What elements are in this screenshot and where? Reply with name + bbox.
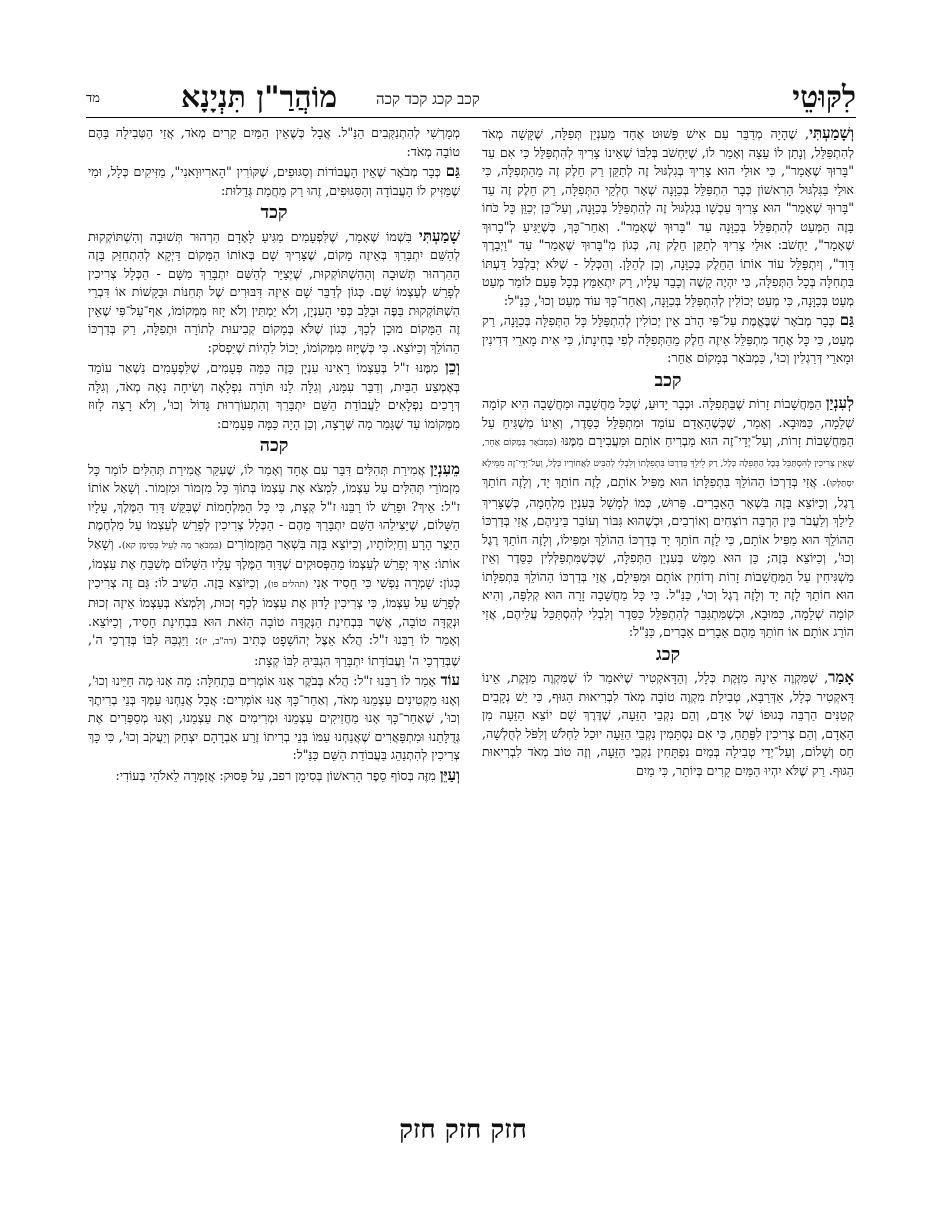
paragraph-lead-word: עוֹד [440,671,460,689]
parenthetical-note: (תהלים פו) [267,579,309,590]
paragraph-text: : וַיִּגְבַּהּ לִבּוֹ בְּדַרְכֵי ה', שֶׁבְּדַרְכֵי ה' וַעֲבוֹדָתוֹ יִתְבָּרַךְ הִגְבִּיהַּ לִבּוֹ קְצָת: [88,632,460,668]
paragraph-text: הַמַּחֲשָׁבוֹת זָרוֹת שֶׁבַּתְּפִלָּה. וּכְבָר יָדוּעַ, שֶׁכָּל מַחֲשָׁבָה וּמַחֲשָׁבָה הִיא קוֹמָה שְׁלֵמָה, כַּמּוּבָא. וְאָמַר, שֶׁכְּשֶׁהָאָדָם עוֹמֵד וּמִתְפַּלֵּל כַּסֵּדֶר, וְאֵינוֹ מַשְׁגִּיחַ עַל הַמַּחֲשָׁבוֹת זָרוֹת, וְעַל־יְדֵי־זֶה הוּא מַבְרִיחַ אוֹתָם וּמַעֲבִירָם מִמֶּנּוּ [482,396,854,448]
paragraph-text: , שֶׁמִּקְוֶה אֵינָהּ מַזֶּקֶת כְּלָל, וְהַדָּאקְטִיר שֶׁיֹּאמַר לוֹ שֶׁמִּקְוֶה מַזֶּקֶת, אֵינוֹ דָּאקְטִיר כְּלָל, אַדְּרַבָּא, טְבִילַת מִקְוֶה טוֹבָה מְאֹד לִבְרִיאוּת הַגּוּף, כִּי יֵשׁ נְקָבִים קְטַנִּים הַרְבֵּה בְּגוּפוֹ שֶׁל אָדָם, וְהֵם נִקְבֵי הַזֵּעָה, שֶׁדֶּרֶךְ שָׁם יוֹצֵא הַזֵּעָה מִן הָאָדָם, וְהֵם צְרִיכִין לִפָּתֵחַ, כִּי אִם נִסְתָּמִין נִקְבֵי הַזֵּעָה יוּכַל לַחְלֹשׁ וְלִפֹּל לְחֻלְשָׁה, חַס וְשָׁלוֹם, וְעַל־יְדֵי טְבִילָה בְּמַיִם נִפְתָּחִין נִקְבֵי הַזֵּעָה, וְזֶה טוֹב מְאֹד לִבְרִיאוּת הַגּוּף. רַק שֶׁלֹּא יִהְיוּ הַמַּיִם קָרִים בְּיוֹתֵר, כִּי מַיִם [482,670,854,778]
parenthetical-note: (כִּמְבֹאָר מַה לְּעֵיל בְּסִימָן קא) [122,540,223,551]
paragraph-lead-word: גַּם [839,311,854,329]
section-heading-125: קכה [259,435,289,456]
paragraph-text: . וְשָׁאַל אוֹתוֹ: אֵיךְ יְפָרֵשׁ לְעַצְמוֹ מֵהַפְּסוּקִים שֶׁדָּוִד הַמֶּלֶךְ עָלָיו הַשָּׁלוֹם מְשַׁבֵּחַ אֶת עַצְמוֹ, כְּגוֹן: שָׁמְרָה נַפְשִׁי כִּי חָסִיד אָנִי [88,535,460,590]
paragraph-lead-word: שָׁמַעְתִּי [418,226,460,245]
header-rule [86,117,856,118]
paragraph-text: כְּבָר מְבֹאָר שֶׁאֵין הָעֲבוֹדוֹת וְסִגּוּפִים, שֶׁקּוֹרִין "הָארִיוּוָאנִי", מַזִּיקִים כְּלָל, וּמִי שֶׁמַּזִּיק לוֹ הָעֲבוֹדָה וְהַסִּגּוּפִים, זֶהוּ רַק מֵחֲמַת גְּדֵלוּת: [88,164,460,198]
paragraph-lead-word: אָמַר [828,668,854,686]
paragraph-text: , וְכַיּוֹצֵא בָּזֶה. הֵשִׁיב לוֹ: גַּם זֶה צְרִיכִין לְפָרֵשׁ עַל עַצְמוֹ, כִּי צְרִיכִין לָדוּן אֶת עַצְמוֹ לְכַף זְכוּת, וְלִמְצֹא בְּעַצְמוֹ אֵיזֶה זְכוּת וּנְקֻדָּה טוֹבָה, אֲשֶׁר בִּבְחִינַת הַנְּקֻדָּה טוֹבָה הַזֹּאת הוּא בִּבְחִינַת חָסִיד, וְכַיּוֹצֵא. וְאָמַר לוֹ רַבֵּנוּ ז"ל: הֲלֹא אֵצֶל יְהוֹשָׁפָט כְּתִיב [88,574,460,647]
section-range: קכב קכג קכד קכה [376,90,480,108]
paragraph-lead-word: גַּם [445,162,460,180]
section-heading-124: קכד [260,202,288,223]
paragraph [88,227,460,358]
paragraph-lead-word: וְכֵן [445,358,460,376]
parenthetical-note: (כִּמְבֹאָר בְּמָקוֹם אַחֵר, שֶׁאֵין צְרִיכִין לְהִסְתַּכֵּל בְּכָל הַתְּפִלָּה כְּלָל, רַק לֵילֵךְ בְּדַרְכּוֹ בִּתְפִלָּתוֹ וְלִבְלִי לְהַבִּיט לַאֲחוֹרָיו כְּלָל, וְעַל־יְדֵי־זֶה מִמֵּילָא יִסְתַּלְּקוּ) [482,438,854,489]
paragraph-lead-word: וְשָׁמַעְתִּי [809,124,854,142]
left-column [88,124,460,786]
paragraph [88,766,460,786]
page-number: מד [86,91,100,106]
paragraph [482,124,854,310]
paragraph [482,394,854,642]
paragraph-text: מְמָרְשִׁי לְהִתְנַקְּבִים הַנַּ"ל. אֲבָל כְּשֶׁאֵין הַמַּיִם קָרִים מְאֹד, אֲזַי הַטְּבִילָה בָּהֶם טוֹבָה מְאֹד: [88,125,460,159]
paragraph [88,460,460,671]
book-title-moharan-tinyana: מוֹהֲרַ"ן תִּנְיָנָא [181,80,338,115]
paragraph-lead-word: וְעַיֵּן [439,765,460,784]
paragraph-lead-word: מֵעִנְיַן [429,459,460,478]
paragraph-text: . אֲזַי בְּדַרְכּוֹ הַהוֹלֵךְ בִּתְפִלָּתוֹ הוּא מַפִּיל אוֹתָם, לָזֶה חוֹתֵךְ יָד, וְלָזֶה חוֹתֵךְ רֶגֶל, וְכַיּוֹצֵא בָּזֶה בִּשְׁאָר הָאֵבָרִים. פֵּרוּשׁ, כְּמוֹ לְמָשָׁל בְּעִנְיַן מִלְחָמָה, כְּשֶׁצָּרִיךְ לֵילֵךְ וְלַעֲבֹר בֵּין הַרְבֵּה רוֹצְחִים וְאוֹרְבִים, וּכְשֶׁהוּא גִּבּוֹר וְעוֹבֵר בֵּינֵיהֶם, אֲזַי בְּדַרְכּוֹ הַהוֹלֵךְ הוּא מַפִּיל אוֹתָם, כִּי לָזֶה חוֹתֵךְ יָד בְּדַרְכּוֹ הַהוֹלֵךְ וּמַפִּילוֹ, וְלָזֶה חוֹתֵךְ רֶגֶל וְכוּ', וְכַיּוֹצֵא בָּזֶה; כֵּן הוּא מַמָּשׁ בְּעִנְיַן הַתְּפִלָּה, שֶׁכְּשֶׁמִּתְפַּלְּלִין כַּסֵּדֶר וְאֵין מַשְׁגִּיחִין עַל הַמַּחֲשָׁבוֹת זָרוֹת וְדוֹחִין אוֹתָם וּמַפִּילָם, אֲזַי בְּדַרְכּוֹ הַהוֹלֵךְ בִּתְפִלָּתוֹ הוּא חוֹתֵךְ לָזֶה יָד וְלָזֶה רֶגֶל וְכוּ', כַּנַּ"ל. כִּי כָּל מַחֲשָׁבָה זָרָה הוּא קְלִפָּה, וְהִיא קוֹמָה שְׁלֵמָה, כַּמּוּבָא, וּכְשֶׁמִּתְגַּבֵּר לְהִתְפַּלֵּל כַּסֵּדֶר וְלִבְלִי לְהִסְתַּכֵּל עֲלֵיהֶם, אֲזַי הוֹרֵג אוֹתָם אוֹ חוֹתֵךְ מֵהֶם אֵבָרִים אֵבָרִים, כַּנַּ"ל: [482,474,854,639]
paragraph-text: כְּבָר מְבֹאָר שֶׁבֶּאֱמֶת עַל־פִּי הָרֹב אֵין יְכוֹלִין לְהִתְפַּלֵּל כָּל הַתְּפִלָּה בְּכַוָּנָה, רַק מְעַט, כִּי כָּל אֶחָד מִתְפַּלֵּל אֵיזֶה חֵלֶק מֵהַתְּפִלָּה לְפִי בְּחִינָתוֹ, כִּי אִית מָארֵי דְּדִינִין וּמָארֵי דְּרַגְלִין וְכוּ', כַּמְבֹאָר בְּמָקוֹם אַחֵר: [482,313,854,365]
paragraph [482,311,854,368]
paragraph-text: מִמֶּנּוּ ז"ל בְּעַצְמוֹ רָאִינוּ עִנְיָן כָּזֶה כַּמָּה פְּעָמִים, שֶׁלִּפְעָמִים נִשְׁאַר עוֹמֵד בְּאֶמְצַע הַבַּיִת, וְדִבֵּר עִמָּנוּ, וְגִלָּה לָנוּ תּוֹרָה נִפְלָאָה וְשִׂיחָה נָאָה מְאֹד, וְגִלָּה דְּרָכִים נִפְלָאִים לַעֲבוֹדַת הַשֵּׁם יִתְבָּרַךְ וְהִתְעוֹרְרוּת גָּדוֹל וְכוּ', וְלֹא רָצָה לָזוּז מִמְּקוֹמוֹ עַד שֶׁגָּמַר מַה שֶּׁרָצָה, וְכֵן הָיָה כַּמָּה פְּעָמִים: [88,360,460,431]
section-heading-122: קכב [654,369,682,391]
paragraph-text: מִזֶּה בְּסוֹף סֵפֶר הָרִאשׁוֹן בְּסִימָן רפב, עַל פָּסוּק: אֲזַמְּרָה לֵאלֹהַי בְּעוֹדִי: [115,767,440,783]
paragraph [88,162,460,200]
parenthetical-note: (דה"ב, יז) [198,637,237,647]
paragraph [88,124,460,161]
page-header [86,80,856,118]
section-heading-123: קכג [655,643,681,665]
paragraph [482,668,854,780]
paragraph [88,671,460,765]
paragraph [88,358,460,433]
paragraph-lead-word: לְעִנְיַן [825,394,854,412]
paragraph-text: בִּשְׁמוֹ שֶׁאָמַר, שֶׁלִּפְעָמִים מַגִּיעַ לָאָדָם הִרְהוּר תְּשׁוּבָה וְהִשְׁתּוֹקְקוּת לְהַשֵּׁם יִתְבָּרַךְ בְּאֵיזֶה מָקוֹם, שֶׁצָּרִיךְ שָׁם בְּאוֹתוֹ הַמָּקוֹם דַּיְקָא לְהִתְחַזֵּק בָּזֶה הַהִרְהוּר תְּשׁוּבָה וְהַהִשְׁתּוֹקְקוּת, שֶׁיְּצַיֵּר לְהַשֵּׁם יִתְבָּרַךְ מִשָּׁם - הַכְּלָל צְרִיכִין לְפָרֵשׁ לְעַצְמוֹ שָׁם. כְּגוֹן לְדַבֵּר שָׁם אֵיזֶה דִּבּוּרִים שֶׁל תְּחִנּוֹת וּבַקָּשׁוֹת אוֹ דִּבְרֵי הִשְׁתּוֹקְקוּת בַּפֶּה וּבַלֵּב כְּפִי הָעִנְיָן, וְלֹא יַמְתִּין וְלֹא יָזוּז מִמְּקוֹמוֹ, אַף־עַל־פִּי שֶׁאֵין זֶה הַמָּקוֹם מוּכָן לְכָךְ, כְּגוֹן שֶׁלֹּא בְּמָקוֹם קְבִיעוּת לְתוֹרָה וּתְפִלָּה, רַק בְּדַרְכּוֹ הַהוֹלֵךְ וְכַיּוֹצֵא. כִּי כְּשֶׁיָּזוּז מִמְּקוֹמוֹ, יָכוֹל לִהְיוֹת שֶׁיִּפְסֹק: [88,228,460,355]
book-title-likutei: לִקּוּטֵי [792,80,856,115]
paragraph-text: אָמַר לוֹ רַבֵּנוּ ז"ל: הֲלֹא בְּבֹקֶר אָנוּ אוֹמְרִים בִּתְחִלָּה: מָה אָנוּ מֶה חַיֵּינוּ וְכוּ', וְאָנוּ מַקְטִינִים עַצְמֵנוּ מְאֹד, וְאַחַר־כָּךְ אָנוּ אוֹמְרִים: אֲבָל אֲנַחְנוּ עַמְּךָ בְּנֵי בְרִיתֶךָ וְכוּ', שֶׁאַחַר־כָּךְ אָנוּ מַחֲזִיקִים עַצְמֵנוּ וּמְרִימִים אֶת עַצְמֵנוּ, וְאָנוּ מְסַפְּרִים אֶת גְּדֻלָּתֵנוּ וּמִתְפָּאֲרִים שֶׁאֲנַחְנוּ עַמּוֹ בְּנֵי בְרִיתוֹ זֶרַע אַבְרָהָם יִצְחָק וְיַעֲקֹב וְכוּ', כִּי כָּךְ צְרִיכִין לְהִתְנַהֵג בַּעֲבוֹדַת הַשֵּׁם כַּנַּ"ל: [88,673,460,762]
paragraph-text: אֲמִירַת תְּהִלִּים דִּבֵּר עִם אֶחָד וְאָמַר לוֹ, שֶׁעִקַּר אֲמִירַת תְּהִלִּים לוֹמַר כָּל מִזְמוֹרֵי תְּהִלִּים עַל עַצְמוֹ, לִמְצֹא אֶת עַצְמוֹ בְּתוֹךְ כָּל מִזְמוֹר וּמִזְמוֹר. וְשָׁאַל אוֹתוֹ ז"ל: אֵיךְ? וּפֵרַשׁ לוֹ רַבֵּנוּ ז"ל קְצָת, כִּי כָּל הַמִּלְחָמוֹת שֶׁבִּקֵּשׁ דָּוִד הַמֶּלֶךְ, עָלָיו הַשָּׁלוֹם, שֶׁיַּצִּילֵהוּ הַשֵּׁם יִתְבָּרַךְ מֵהֶם - הַכְּלָל צְרִיכִין לְפָרֵשׁ לְעַצְמוֹ עַל מִלְחֶמֶת הַיֵּצֶר הָרָע וְחַיְלוֹתָיו, וְכַיּוֹצֵא בָּזֶה בִּשְׁאָר הַמִּזְמוֹרִים [88,461,461,551]
paragraph-text: , שֶׁהָיָה מְדַבֵּר עִם אִישׁ פָּשׁוּט אֶחָד מֵעִנְיַן תְּפִלָּה, שֶׁקָּשָׁה מְאֹד לְהִתְפַּלֵּל, וְנָתַן לוֹ עֵצָה וְאָמַר לוֹ, שֶׁיַּחְשֹׁב בְּלִבּוֹ שֶׁאֵינוֹ צָרִיךְ לְהִתְפַּלֵּל כִּי אִם עַד "בָּרוּךְ שֶׁאָמַר", כִּי אוּלַי הוּא צָרִיךְ בְּגִלְגּוּל זֶה לְתַקֵּן רַק חֵלֶק זֶה מֵהַתְּפִלָּה, כִּי אוּלַי בַּגִּלְגּוּל הָרִאשׁוֹן כְּבָר הִתְפַּלֵּל בְּכַוָּנָה שְׁאָר חֶלְקֵי הַתְּפִלָּה, רַק חֵלֶק זֶה עַד "בָּרוּךְ שֶׁאָמַר" הוּא צָרִיךְ עַכְשָׁו בְּגִלְגּוּל זֶה לְהִתְפַּלֵּל בְּכַוָּנָה, וְעַל־כֵּן יְכַוֵּן כָּל כֹּחוֹ בָּזֶה הַמְּעַט לְהִתְפַּלֵּל בְּכַוָּנָה עַד "בָּרוּךְ שֶׁאָמַר". וְאַחַר־כָּךְ, כְּשֶׁיַּגִּיעַ לְ"בָרוּךְ שֶׁאָמַר", יַחְשֹׁב: אוּלַי צָרִיךְ לְתַקֵּן חֵלֶק זֶה, כְּגוֹן מִ"בָּרוּךְ שֶׁאָמַר" עַד "וַיְבָרֶךְ דָּוִד", וְיִתְפַּלֵּל עוֹד אוֹתוֹ הַחֵלֶק בְּכַוָּנָה, וְכֵן לְהַלָּן. וְהַכְּלָל - שֶׁלֹּא יְבַלְבֵּל דַּעְתּוֹ בִּתְחִלָּה בְּכָל הַתְּפִלָּה, כִּי יִהְיֶה קָשֶׁה וְכָבֵד עָלָיו, רַק יִתְאַמֵּץ בְּכָל פַּעַם לוֹמַר מְעַט מְעַט בְּכַוָּנָה, כִּי מְעַט יְכוֹלִין לְהִתְפַּלֵּל בְּכַוָּנָה, וְאַחַר־כָּךְ עוֹד מְעַט וְכוּ', כַּנַּ"ל: [482,126,854,308]
right-column [482,124,854,781]
closing-chazak: חזק חזק חזק [399,1115,527,1145]
